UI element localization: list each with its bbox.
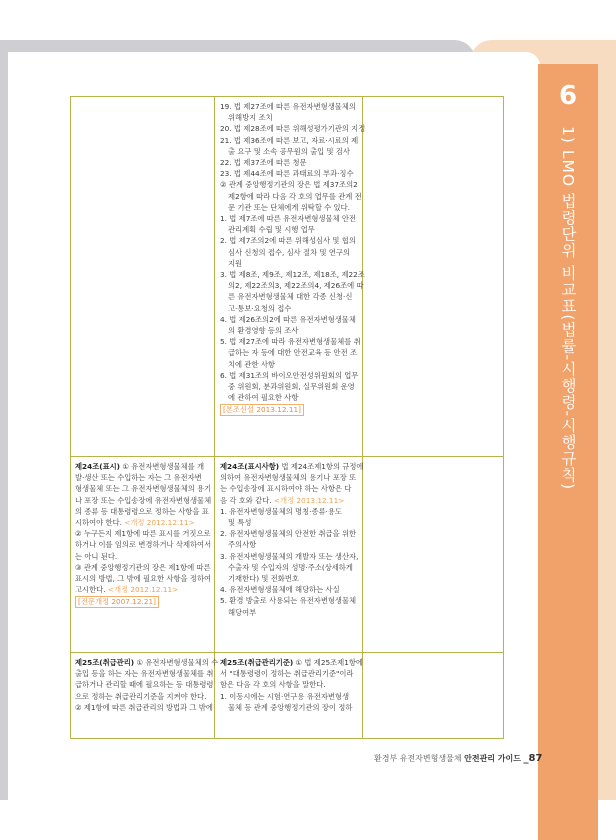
text-line: 21. 법 제36조에 따른 보고, 자료·시료의 제 [220, 135, 359, 145]
text-line: 1. 법 제7조에 따른 유전자변형생물체 안전 [220, 214, 356, 224]
article-title: 제24조(표시) [75, 462, 121, 471]
text-line: 위해방지 조치 [228, 113, 273, 123]
text-line: 른 유전자변형생물체 대한 각종 신청·신 [228, 292, 353, 302]
footer-publisher: 환경부 유전자변형생물체 [374, 754, 462, 763]
text-line: 주의사항 [228, 540, 257, 550]
article-title: 제25조(취급관리) [75, 658, 135, 667]
text-line: 기재한다) 및 전화번호 [228, 574, 299, 584]
amendment-note: <개정 2012.12.11> [107, 585, 179, 595]
full-revision-label: [전문개정 2007.12.21] [75, 596, 159, 608]
table-row [71, 653, 504, 739]
text-line: 제2항에 따라 다음 각 호의 업무를 관계 전 [228, 191, 362, 201]
text-line: 4. 유전자변형생물체에 해당하는 사실 [220, 585, 340, 595]
rule-cell [363, 97, 504, 457]
text-line: 23. 법 제44조에 따른 과태료의 부과·징수 [220, 169, 354, 179]
chapter-number: 6 [558, 81, 578, 111]
article-title: 제25조(취급관리기준) [220, 658, 294, 667]
decree-text [220, 101, 366, 403]
table-row [71, 457, 504, 653]
text-line: 1. 유전자변형생물체의 명칭·종류·용도 [220, 506, 342, 516]
law-comparison-table [70, 96, 504, 739]
page-number: _87 [523, 753, 543, 764]
text-line: ② 관계 중앙행정기관의 장은 법 제37조의2 [220, 180, 358, 190]
text-line: 급하는 자 등에 대한 안전교육 등 안전 조 [228, 348, 358, 358]
text-line: 심사 신청의 접수, 심사 절차 및 연구의 [228, 247, 350, 257]
text-line: 2. 법 제7조의2에 따른 위해성심사 및 협의 [220, 236, 356, 246]
law-cell: 제24조(표시) ① 유전자변형생물체를 개 발·생산 또는 수입하는 자는 그 유전자변 형생물체 또는 그 유전자변형생물체의 용기 나 포장 또는 수입송장에 유전자변형생물체 의 종류 등 대통령령으로 정하는 사항을 표 시하여야 한다. <개정 2012.12.11> ② 누구든지 제1항에 따른 표시를 거짓으로 하거나 이를 임의로 변경하거나 삭제하여서 는 아니 된다. ③ 관계 중앙행정기관의 장은 제1항에 따른 표시의 방법, 그 밖에 필요한 사항을 정하여 고시한다. <개정 2012.12.11> [전문개정 2007.12.21] [71, 457, 215, 653]
text-line: 20. 법 제28조에 따른 위해성평가기관의 지정 [220, 124, 366, 134]
text-line: 고·통보·요청의 접수 [228, 303, 292, 313]
text-line: 지원 [228, 258, 243, 268]
text-line: 4. 법 제26조의2에 따른 유전자변형생물체 [220, 314, 356, 324]
decree-cell: 제24조(표시사항) 법 제24조제1항의 규정에 의하여 유전자변형생물체의 용기나 포장 또 는 수입송장에 표시하여야 하는 사항은 다 음 각 호와 같다. <개정 2013.12.11> 1. 유전자변형생물체의 명칭·종류·용도 및 특성 2. 유전자변형생물체의 안전한 취급을 위한 주의사항 3. 유전자변형생물체의 개발자 또는 생산자, 수출자 및 수입자의 성명·주소(상세하게 기재한다) 및 전화번호 4. 유전자변형생물체에 해당하는 사실 5. 환경 방출로 사용되는 유전자변형생물체 해당여부 [215, 457, 363, 653]
text-line: 5. 법 제27조에 따라 유전자변형생물체를 취 [220, 337, 361, 347]
table-row [71, 97, 504, 457]
text-line: 해당여부 [228, 607, 257, 617]
amendment-note: <개정 2013.12.11> [273, 495, 345, 505]
text-line: 2. 유전자변형생물체의 안전한 취급을 위한 [220, 529, 357, 539]
rule-cell [363, 457, 504, 653]
amendment-note: <개정 2012.12.11> [124, 518, 195, 528]
text-line: 치에 관한 사항 [228, 359, 275, 369]
text-line: 중 위원회, 분과위원회, 실무위원회 운영 [228, 382, 355, 392]
article-title: 제24조(표시사항) [220, 462, 280, 471]
decree-cell [215, 97, 366, 457]
text-line: 3. 유전자변형생물체의 개발자 또는 생산자, [220, 551, 359, 561]
text-line: 의2, 제22조의3, 제22조의4, 제26조에 따 [228, 281, 364, 291]
text-line: 출 요구 및 소속 공무원의 출입 및 검사 [228, 146, 350, 156]
law-cell [71, 97, 215, 457]
chapter-title: 1) LMO 법령단위 비교표(법률-시행령-시행규칙) [559, 126, 577, 491]
decree-items [220, 506, 357, 618]
law-cell: 제25조(취급관리) ① 유전자변형생물체의 수 출입 등을 하는 자는 유전자변형생물체를 취 급하거나 관리할 때에 필요하는 등 대통령령 으로 정하는 취급관리기준을 지켜야 한다. ② 제1항에 따른 취급관리의 방법과 그 밖에 [71, 653, 215, 739]
text-line: 문 기관 또는 단체에게 위탁할 수 있다. [228, 202, 350, 212]
text-line: 22. 법 제37조에 따른 청문 [220, 158, 307, 168]
text-line: 3. 법 제8조, 제9조, 제12조, 제18조, 제22조 [220, 270, 365, 280]
text-line: 수출자 및 수입자의 성명·주소(상세하게 [228, 562, 353, 572]
new-article-label: [본조신설 2013.12.11] [220, 404, 304, 416]
text-line: 의 환경영향 등의 조사 [228, 326, 299, 336]
footer-guide-title: 안전관리 가이드 [464, 754, 521, 763]
text-line: 에 관하여 필요한 사항 [228, 393, 299, 403]
rule-cell [363, 653, 504, 739]
page-footer [374, 753, 542, 764]
decree-cell: 제25조(취급관리기준) ① 법 제25조제1항에 서 "대통령령이 정하는 취급관리기준"이라 함은 다음 각 호의 사항을 말한다. 1. 이동시에는 시험·연구용 유전자변형생 물체 등 관계 중앙행정기관의 장이 정하 [215, 653, 363, 739]
text-line: 19. 법 제27조에 따른 유전자변형생물체의 [220, 102, 356, 111]
text-line: 관리계획 수립 및 시행 업무 [228, 225, 315, 235]
text-line: 5. 환경 방출로 사용되는 유전자변형생물체 [220, 596, 357, 606]
text-line: 6. 법 제31조의 바이오안전성위원회의 업무 [220, 370, 359, 380]
text-line: 및 특성 [228, 518, 252, 528]
